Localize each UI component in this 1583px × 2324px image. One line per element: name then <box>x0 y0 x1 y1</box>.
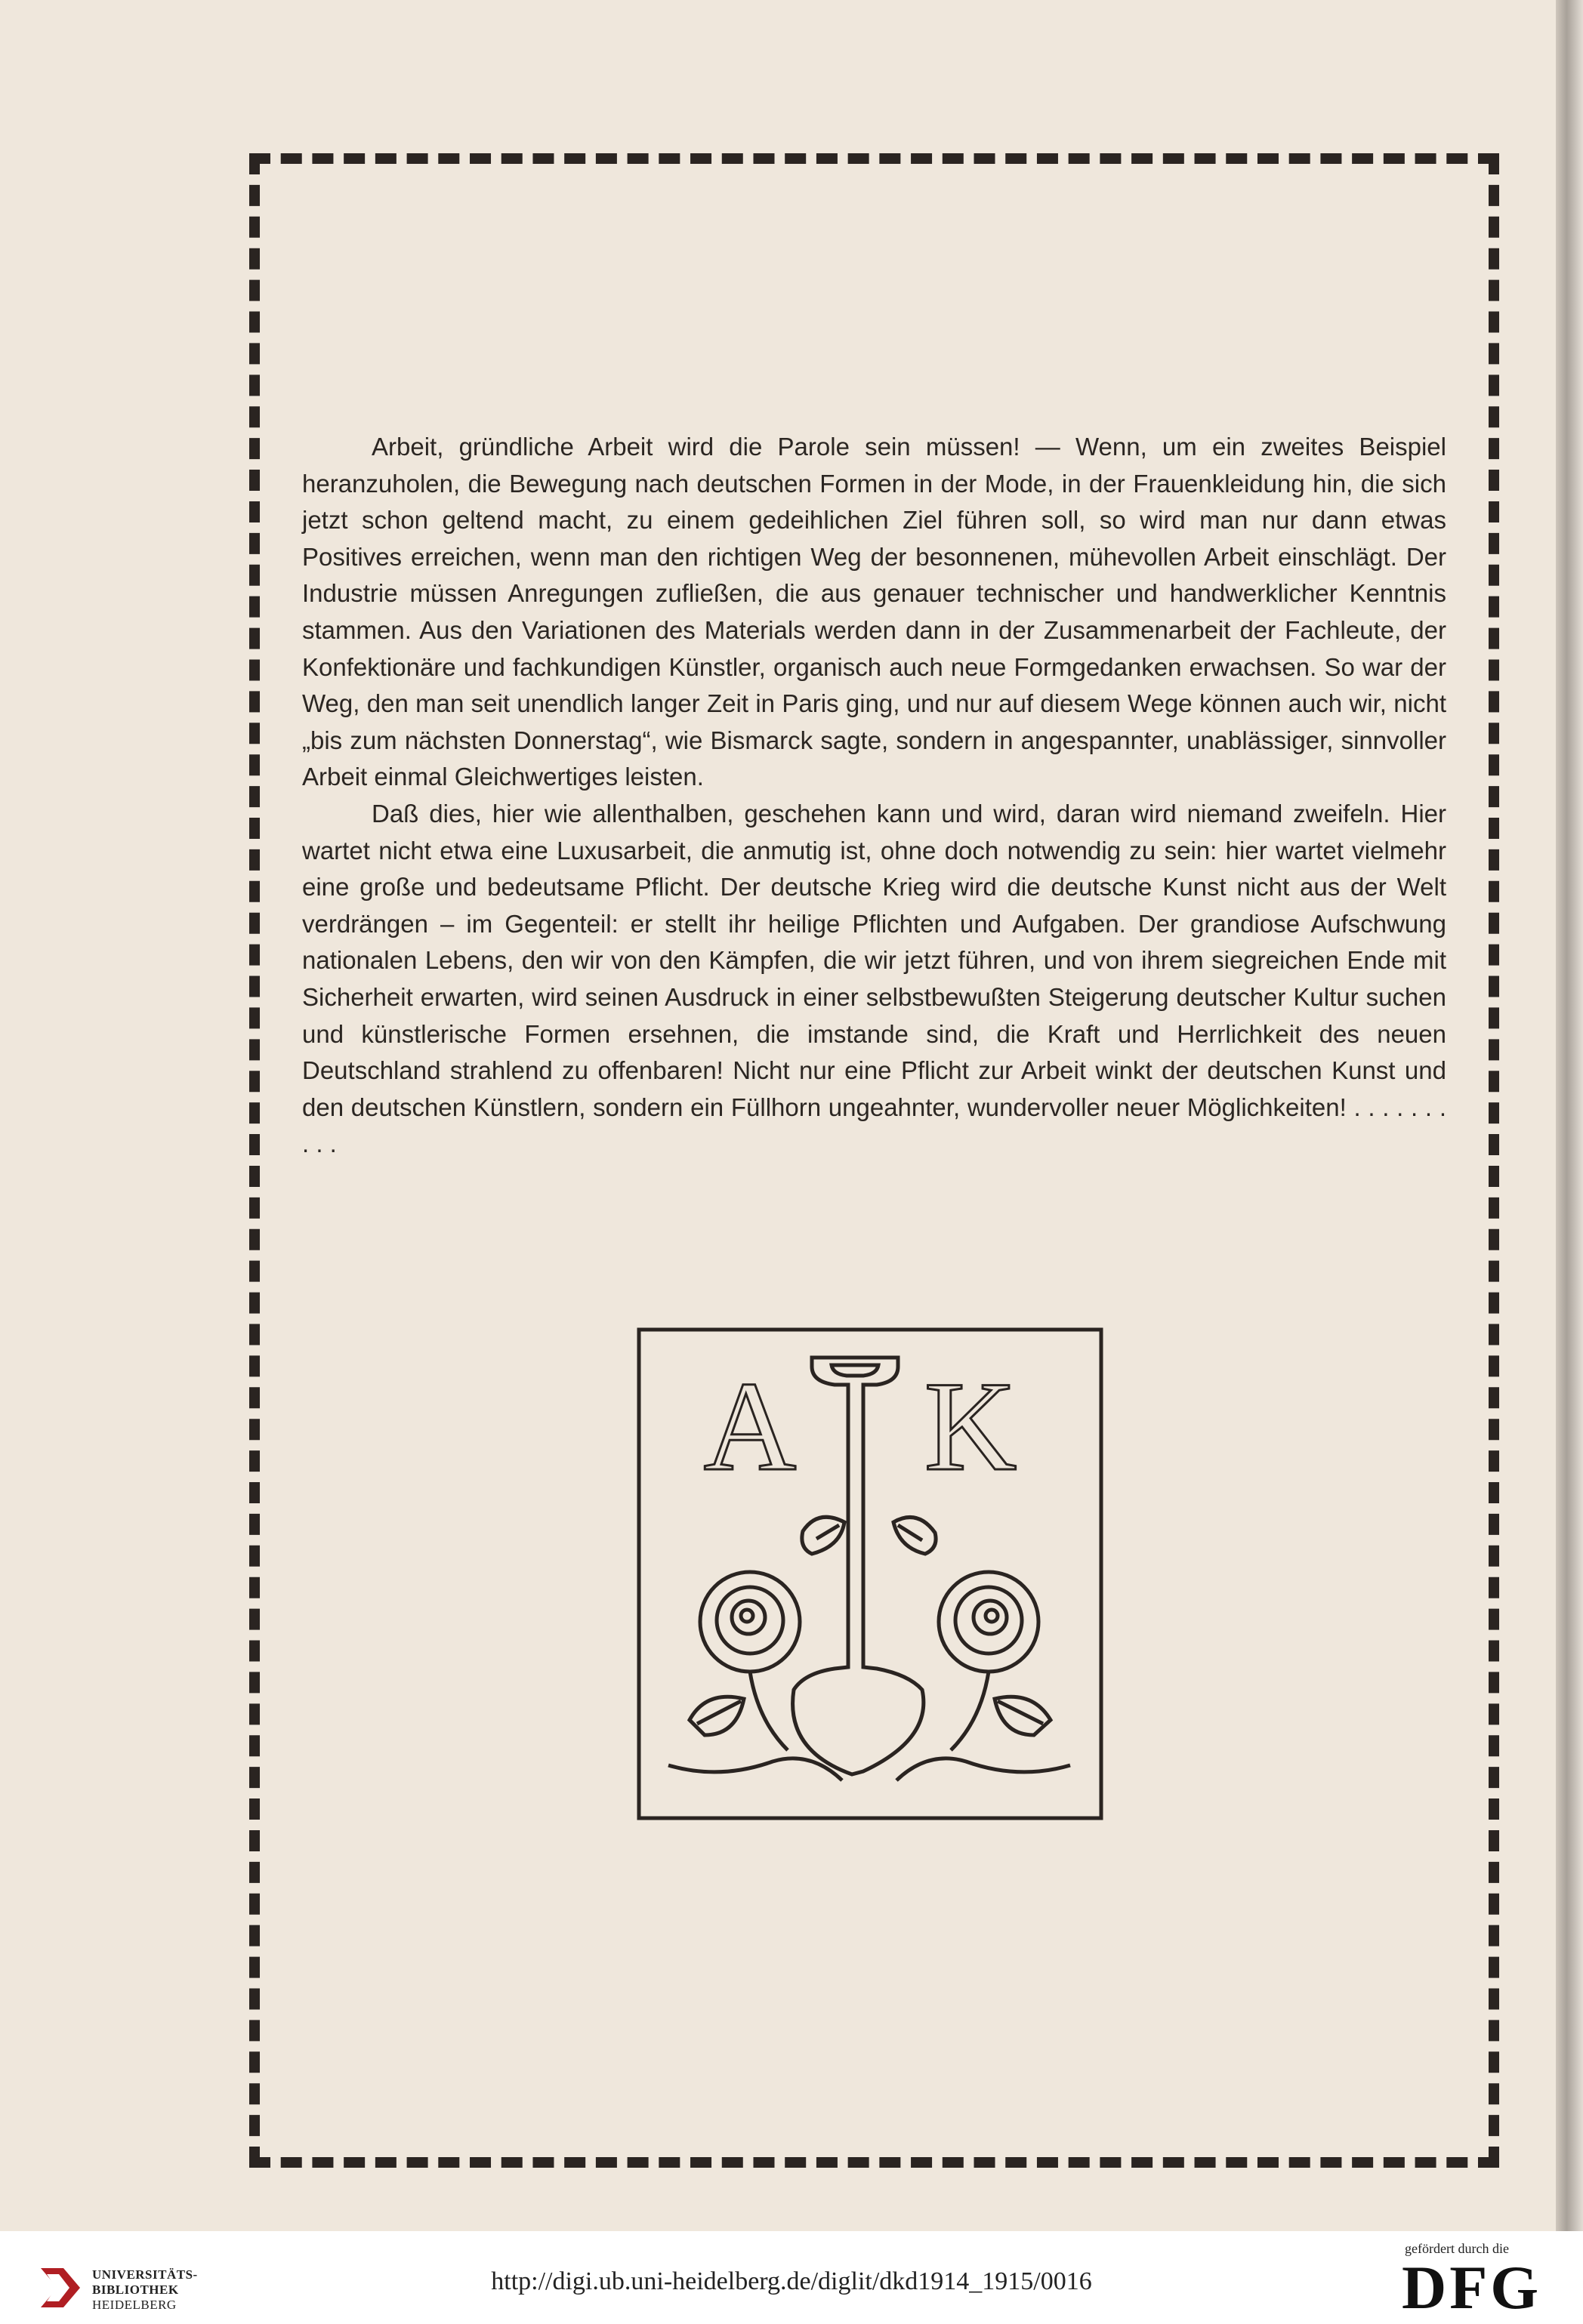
right-rose-icon <box>893 1518 1070 1780</box>
paragraph-1: Arbeit, gründliche Arbeit wird die Parole sein müssen! — Wenn, um ein zweites Beispiel heranzuholen, die Bewegung nach deutschen Formen in der Mode, in der Frauenkleidung hin, die sich jetzt schon geltend macht, zu einem gedeihlichen Ziel führen soll, so wird man nur dann etwas Positives erreichen, wenn man den richtigen Weg der besonnenen, mühevollen Arbeit einschlägt. Der Industrie müssen Anregungen zufließen, die aus genauer technischer und handwerklicher Kenntnis stammen. Aus den Variationen des Materials werden dann in der Zusammenarbeit der Fachleute, der Konfektionäre und fachkundigen Künstler, organisch auch neue Formgedanken erwachsen. So war der Weg, den man seit unendlich langer Zeit in Paris ging, und nur auf diesem Wege können auch wir, nicht „bis zum nächsten Donnerstag“, wie Bismarck sagte, sondern in angespannter, unablässiger, sinnvoller Arbeit einmal Gleichwertiges leisten. <box>302 433 1446 791</box>
letter-k: K <box>924 1355 1017 1497</box>
paragraph-2: Daß dies, hier wie allenthalben, geschehen kann und wird, daran wird niemand zweifeln. Hier wartet nicht etwa eine Luxusarbeit, die anmutig ist, ohne doch notwendig zu sein: hier wartet vielmehr eine große und bedeutsame Pflicht. Der deutsche Krieg wird die deutsche Kunst nicht aus der Welt verdrängen – im Gegenteil: er stellt ihr heilige Pflichten und Aufgaben. Der grandiose Aufschwung nationalen Lebens, den wir von den Kämpfen, die wir jetzt führen, und von ihrem siegreichen Ende mit Sicherheit erwarten, wird seinen Ausdruck in einer selbstbewußten Steigerung deutscher Kultur suchen und künstlerische Formen ersehnen, die imstande sind, die Kraft und Herrlichkeit des neuen Deutschland strahlend zu offenbaren! Nicht nur eine Pflicht zur Arbeit winkt der deutschen Kunst und den deutschen Künstlern, sondern ein Füllhorn ungeahnter, wundervoller neuer Möglichkeiten! . . . . . . . . . . <box>302 799 1446 1158</box>
permalink-url[interactable]: http://digi.ub.uni-heidelberg.de/diglit/dkd1914_1915/0016 <box>491 2267 1092 2295</box>
letter-a: A <box>703 1355 797 1497</box>
library-line-3: HEIDELBERG <box>92 2298 177 2312</box>
library-line-1: UNIVERSITÄTS- <box>92 2267 198 2282</box>
page-edge <box>1556 0 1583 2231</box>
spade-icon <box>793 1358 924 1774</box>
article-text <box>302 429 1446 1163</box>
funded-by-label: gefördert durch die <box>1405 2241 1509 2256</box>
dfg-logo: DFG <box>1402 2253 1542 2322</box>
ak-vignette <box>637 1327 1103 1820</box>
library-line-2: BIBLIOTHEK <box>92 2282 179 2297</box>
left-rose-icon <box>668 1517 844 1780</box>
